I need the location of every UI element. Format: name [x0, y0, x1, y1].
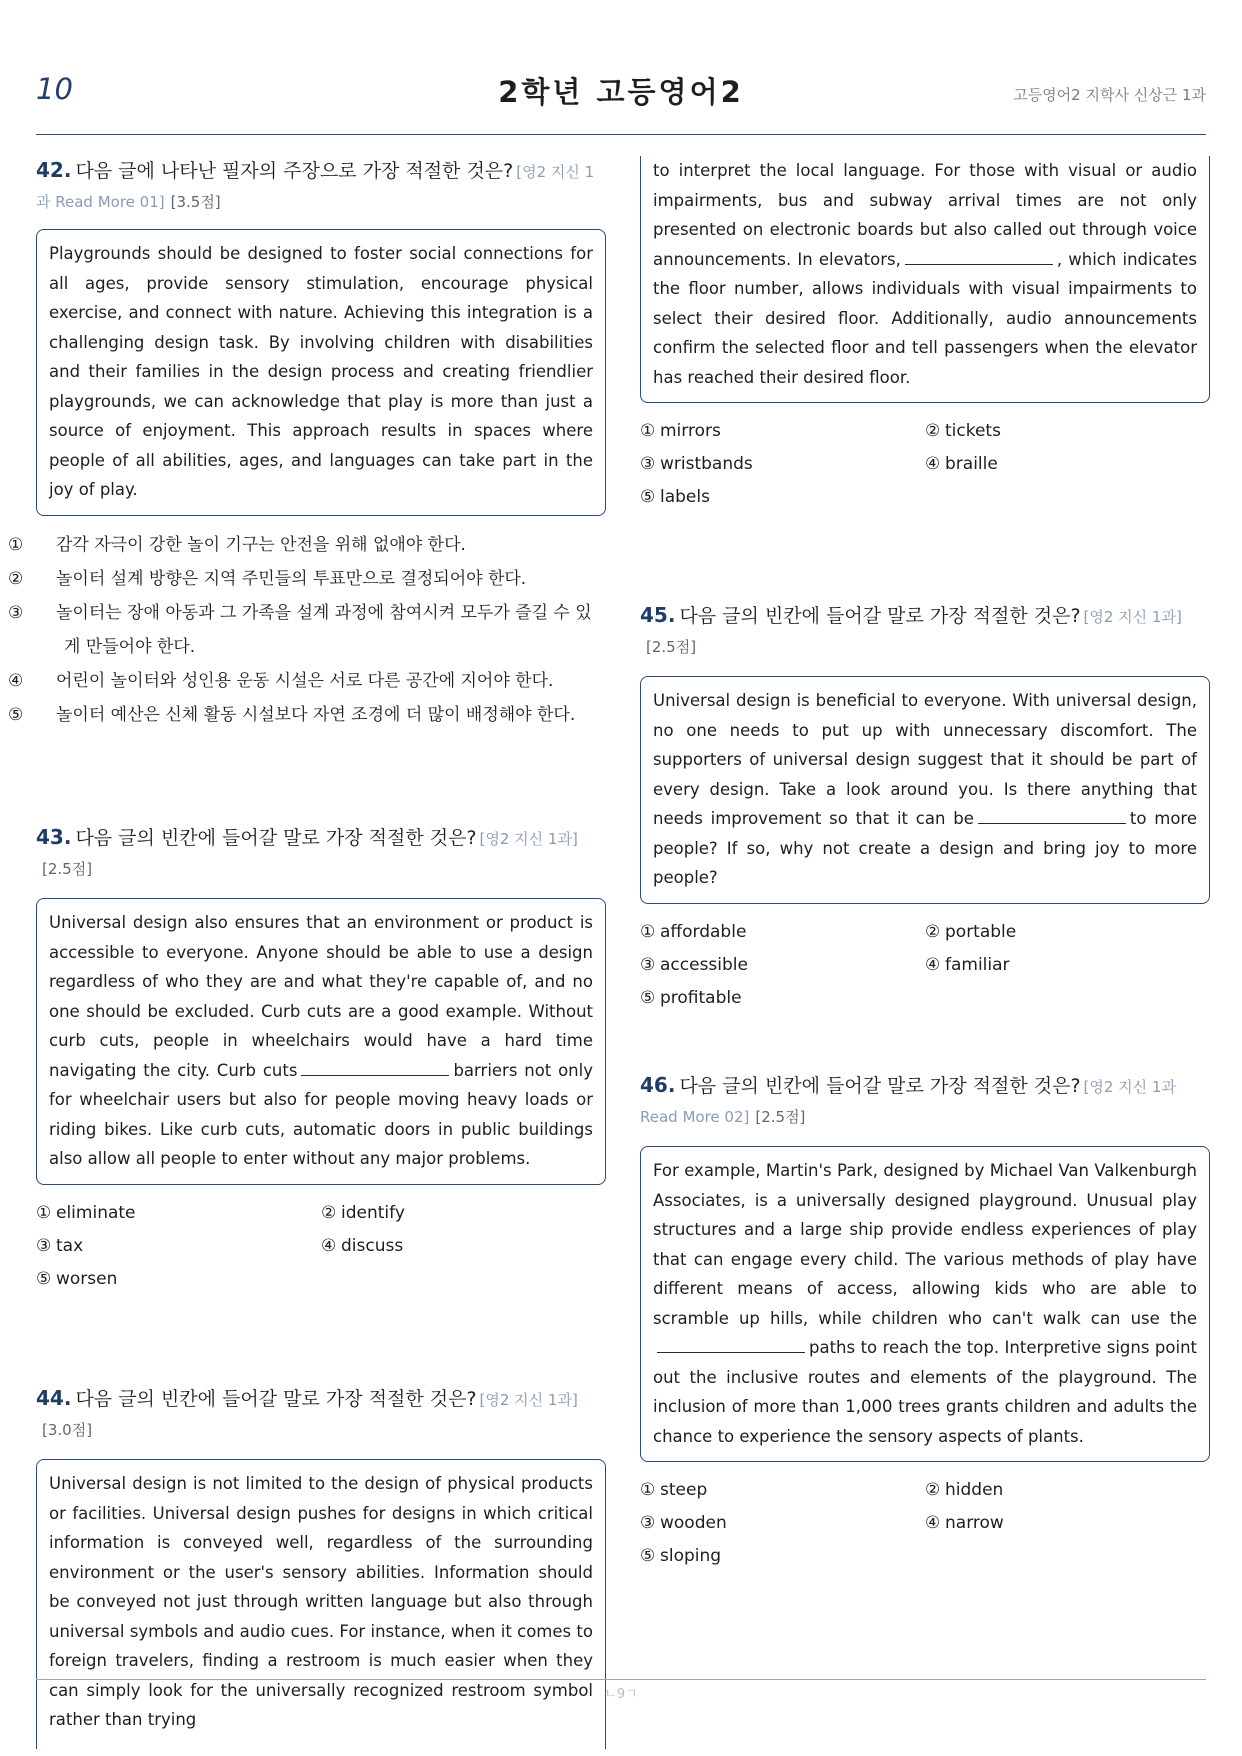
option-marker: ④ [8, 670, 24, 691]
question-number: 44. [36, 1386, 72, 1410]
option-marker: ③ [640, 454, 656, 474]
question-source: [영2 지신 1과] [479, 830, 578, 848]
option-marker: ③ [640, 954, 656, 975]
passage-text: Universal design is beneficial to everyone. With universal design, no one needs to put up with unnecessary discomfort. The supporters of universal design suggest that it should be part of every design. Take a look around you. Is there anything that needs improvement so that it can be [653, 691, 1197, 828]
passage-box [640, 156, 1210, 403]
question-45 [640, 601, 1210, 1015]
option-3[interactable] [8, 596, 606, 664]
option-marker: ① [36, 1202, 52, 1223]
option-marker: ⑤ [8, 704, 24, 725]
question-prompt: 다음 글의 빈칸에 들어갈 말로 가장 적절한 것은? [75, 1388, 477, 1410]
option-marker: ② [8, 568, 24, 589]
footer-divider [36, 1679, 1206, 1680]
option-text: familiar [945, 954, 1010, 975]
option-marker: ④ [925, 954, 941, 975]
option-marker: ③ [8, 602, 24, 623]
question-44-continued [640, 156, 1210, 514]
option-marker: ④ [925, 1513, 941, 1533]
option-5[interactable] [8, 698, 606, 732]
passage-box [36, 898, 606, 1185]
question-points: [3.0점] [42, 1421, 93, 1439]
passage-box [640, 676, 1210, 904]
question-points: [2.5점] [42, 860, 93, 878]
option-1[interactable] [640, 415, 925, 448]
answer-options [640, 1474, 1210, 1573]
passage-text: Playgrounds should be designed to foster social connections for all ages, provide sensory stimulation, encourage physical exercise, and connect with nature. Achieving this integration is a challenging design task. By involving children with disabilities and their families in the design process and creating friendlier playgrounds, we can acknowledge that play is more than just a source of enjoyment. This approach results in spaces where people of all abilities, ages, and languages can take part in the joy of play. [49, 244, 593, 499]
option-marker: ② [925, 1480, 941, 1500]
option-marker: ⑤ [36, 1268, 52, 1289]
option-marker: ② [321, 1202, 337, 1223]
question-header [640, 601, 1210, 662]
option-text: affordable [660, 921, 747, 942]
option-1[interactable] [640, 1474, 925, 1507]
option-5[interactable] [640, 1540, 925, 1573]
page-number: 10 [36, 72, 73, 106]
option-marker: ① [640, 421, 656, 441]
option-4[interactable] [8, 664, 606, 698]
option-text: worsen [56, 1268, 118, 1289]
question-points: [2.5점] [755, 1108, 806, 1126]
passage-box [640, 1146, 1210, 1462]
question-source: [영2 지신 1과] [479, 1391, 578, 1409]
answer-blank [978, 805, 1126, 824]
option-text: hidden [945, 1480, 1004, 1500]
passage-text: , which indicates the floor number, allows individuals with visual impairments to select their desired floor. Additionally, audio announcements confirm the selected floor and tell passengers when the elevator has reached their desired floor. [653, 249, 1197, 387]
option-text: discuss [341, 1235, 404, 1256]
answer-blank [657, 1334, 805, 1353]
option-2[interactable] [321, 1197, 606, 1230]
question-header [36, 823, 606, 884]
option-text: identify [341, 1202, 405, 1223]
option-text: 놀이터 설계 방향은 지역 주민들의 투표만으로 결정되어야 한다. [56, 568, 527, 589]
option-2[interactable] [925, 415, 1210, 448]
footer-mark: ㄴ9ㄱ [604, 1687, 638, 1702]
question-number: 45. [640, 603, 676, 627]
option-1[interactable] [8, 528, 606, 562]
option-3[interactable] [640, 949, 925, 982]
option-text: sloping [660, 1546, 722, 1566]
page-header [36, 62, 1206, 122]
option-text: wooden [660, 1513, 727, 1533]
passage-text: Universal design also ensures that an environment or product is accessible to everyone. Anyone should be able to use a design regardless of who they are and what they're capable of, and no one should be excluded. Curb cuts are a good example. Without curb cuts, people in wheelchairs would have a hard time navigating the city. Curb cuts [49, 913, 593, 1080]
option-marker: ② [925, 421, 941, 441]
option-marker: ⑤ [640, 1546, 656, 1566]
option-4[interactable] [925, 949, 1210, 982]
question-number: 42. [36, 158, 72, 182]
option-4[interactable] [925, 448, 1210, 481]
answer-options [640, 415, 1210, 514]
option-text: steep [660, 1480, 708, 1500]
option-text: 놀이터 예산은 신체 활동 시설보다 자연 조경에 더 많이 배정해야 한다. [56, 704, 576, 725]
option-1[interactable] [36, 1197, 321, 1230]
question-points: [2.5점] [646, 638, 697, 656]
answer-options [36, 1197, 606, 1296]
question-number: 43. [36, 825, 72, 849]
question-number: 46. [640, 1073, 676, 1097]
passage-text: to interpret the local language. For those with visual or audio impairments, bus and subway arrival times are not only presented on electronic boards but also called out through voice announcements. In elevators, [653, 161, 1197, 269]
option-marker: ① [640, 921, 656, 942]
question-prompt: 다음 글의 빈칸에 들어갈 말로 가장 적절한 것은? [679, 605, 1081, 627]
option-text: 놀이터는 장애 아동과 그 가족을 설계 과정에 참여시켜 모두가 즐길 수 있게 만들어야 한다. [56, 602, 592, 657]
option-marker: ③ [36, 1235, 52, 1256]
option-text: tax [56, 1235, 84, 1256]
option-4[interactable] [925, 1507, 1210, 1540]
option-5[interactable] [36, 1263, 321, 1296]
question-source: [영2 지신 1과 Read More 01] [36, 163, 595, 211]
passage-text: For example, Martin's Park, designed by Michael Van Valkenburgh Associates, is a universally designed playground. Unusual play structures and a large ship provide endless experiences of play that can engage every child. The various methods of play have different means of access, allowing kids who are able to scramble up hills, while children who can't walk can use the [653, 1161, 1197, 1328]
option-marker: ① [640, 1480, 656, 1500]
option-2[interactable] [925, 916, 1210, 949]
option-text: narrow [945, 1513, 1004, 1533]
option-marker: ③ [640, 1513, 656, 1533]
question-prompt: 다음 글에 나타난 필자의 주장으로 가장 적절한 것은? [75, 160, 514, 182]
answer-options [8, 528, 606, 732]
option-marker: ⑤ [640, 987, 656, 1008]
option-3[interactable] [640, 448, 925, 481]
question-42 [8, 156, 606, 732]
question-points: [3.5점] [170, 193, 221, 211]
exam-subtitle: 고등영어2 지학사 신상근 1과 [1013, 86, 1206, 104]
option-5[interactable] [640, 481, 925, 514]
question-header [36, 1384, 606, 1445]
option-text: 감각 자극이 강한 놀이 기구는 안전을 위해 없애야 한다. [56, 534, 466, 555]
option-2[interactable] [8, 562, 606, 596]
exam-title: 2학년 고등영어2 [498, 75, 744, 109]
option-marker: ④ [321, 1235, 337, 1256]
option-2[interactable] [925, 1474, 1210, 1507]
option-3[interactable] [36, 1230, 321, 1263]
option-text: profitable [660, 987, 742, 1008]
question-46 [640, 1071, 1210, 1573]
passage-text: paths to reach the top. Interpretive signs point out the inclusive routes and elements of the playground. The inclusion of more than 1,000 trees grants children and adults the chance to experience the sensory aspects of plants. [653, 1338, 1197, 1446]
question-header [640, 1071, 1210, 1132]
passage-text: barriers not only for wheelchair users but also for people moving heavy loads or riding bikes. Like curb cuts, automatic doors in public buildings also allow all people to enter without any major problems. [49, 1060, 593, 1168]
question-source: [영2 지신 1과 Read More 02] [640, 1078, 1176, 1126]
option-3[interactable] [640, 1507, 925, 1540]
header-divider [36, 134, 1206, 135]
option-marker: ② [925, 921, 941, 942]
option-text: tickets [945, 421, 1001, 441]
question-source: [영2 지신 1과] [1083, 608, 1182, 626]
passage-box [36, 1459, 606, 1749]
option-5[interactable] [640, 982, 925, 1015]
passage-box [36, 229, 606, 516]
answer-blank [301, 1057, 449, 1076]
passage-text: Universal design is not limited to the design of physical products or facilities. Universal design pushes for designs in which critical information is conveyed well, regardless of the surrounding environment or the user's sensory abilities. Information should be conveyed not just through written language but also through universal symbols and audio cues. For instance, when it comes to foreign travelers, finding a restroom is much easier when they can simply look for the universally recognized restroom symbol rather than trying [49, 1474, 593, 1729]
option-text: accessible [660, 954, 748, 975]
question-header [36, 156, 606, 217]
option-1[interactable] [640, 916, 925, 949]
option-text: labels [660, 487, 710, 507]
option-marker: ① [8, 534, 24, 555]
option-text: 어린이 놀이터와 성인용 운동 시설은 서로 다른 공간에 지어야 한다. [56, 670, 554, 691]
option-marker: ④ [925, 454, 941, 474]
option-text: wristbands [660, 454, 753, 474]
option-text: portable [945, 921, 1017, 942]
answer-blank [905, 246, 1053, 265]
option-text: eliminate [56, 1202, 136, 1223]
passage-text: to more people? If so, why not create a design and bring joy to more people? [653, 809, 1197, 887]
option-text: braille [945, 454, 998, 474]
question-43 [36, 823, 606, 1296]
option-text: mirrors [660, 421, 721, 441]
question-prompt: 다음 글의 빈칸에 들어갈 말로 가장 적절한 것은? [679, 1075, 1081, 1097]
option-marker: ⑤ [640, 487, 656, 507]
option-4[interactable] [321, 1230, 606, 1263]
answer-options [640, 916, 1210, 1015]
question-prompt: 다음 글의 빈칸에 들어갈 말로 가장 적절한 것은? [75, 827, 477, 849]
